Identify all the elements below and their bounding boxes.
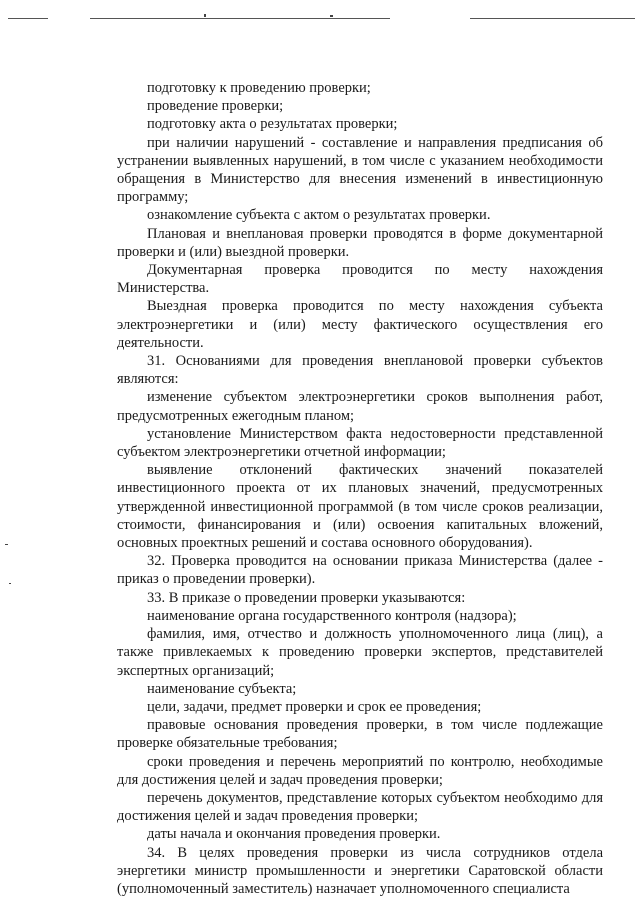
- paragraph: правовые основания проведения проверки, в том числе подлежащие проверке обязательные требования;: [117, 717, 603, 752]
- scan-dot-1: [204, 14, 206, 17]
- paragraph: даты начала и окончания проведения проверки.: [147, 826, 441, 843]
- paragraph: перечень документов, представление которых субъектом необходимо для достижения целей и задач проведения проверки;: [117, 789, 603, 825]
- paragraph: подготовку к проведению проверки;: [147, 80, 371, 96]
- scan-line-left: [8, 18, 48, 19]
- paragraph: цели, задачи, предмет проверки и срок ее проведения;: [147, 698, 482, 715]
- scan-dot-3: [5, 544, 8, 545]
- paragraph: Документарная проверка проводится по месту нахождения Министерства.: [117, 262, 603, 297]
- paragraph: при наличии нарушений - составление и направления предписания об устранении выявленных нарушений, в том числе с указанием необходимости обращения в Министерство для внесения изменений в инвестиционную программу;: [117, 134, 603, 206]
- scan-dot-2: [330, 15, 333, 17]
- paragraph: наименование органа государственного контроля (надзора);: [147, 607, 517, 624]
- paragraph: 32. Проверка проводится на основании приказа Министерства (далее - приказ о проведении проверки).: [117, 553, 603, 588]
- scan-line-mid: [90, 18, 390, 19]
- paragraph: Выездная проверка проводится по месту нахождения субъекта электроэнергетики и (или) месту фактического осуществления его деятельности.: [117, 298, 603, 351]
- paragraph: 31. Основаниями для проведения внеплановой проверки субъектов являются:: [117, 353, 603, 388]
- paragraph: фамилия, имя, отчество и должность уполномоченного лица (лиц), а также привлекаемых к проведению проверки экспертов, представителей экспертных организаций;: [117, 626, 603, 679]
- paragraph: проведение проверки;: [147, 98, 284, 115]
- paragraph: Плановая и внеплановая проверки проводятся в форме документарной проверки и (или) выездной проверки.: [117, 225, 603, 260]
- paragraph: подготовку акта о результатах проверки;: [147, 116, 398, 133]
- scan-line-right: [470, 18, 635, 19]
- paragraph: установление Министерством факта недостоверности представленной субъектом электроэнергетики отчетной информации;: [117, 425, 603, 461]
- paragraph: наименование субъекта;: [147, 680, 297, 697]
- paragraph: выявление отклонений фактических значений показателей инвестиционного проекта от их плановых значений, предусмотренных утвержденной инвестиционной программой (в том числе сроков реализации, стоимости, финансирования и (или) освоения капитальных вложений, основных проектных решений и состава основного оборудования).: [117, 462, 603, 552]
- paragraph: 34. В целях проведения проверки из числа сотрудников отдела энергетики министр промышленности и энергетики Саратовской области (уполномоченный заместитель) назначает уполномоченного специалиста: [117, 844, 603, 897]
- paragraph: изменение субъектом электроэнергетики сроков выполнения работ, предусмотренных ежегодным планом;: [117, 389, 603, 424]
- paragraph: ознакомление субъекта с актом о результатах проверки.: [147, 207, 491, 224]
- scan-dot-4: [9, 583, 11, 584]
- paragraph: сроки проведения и перечень мероприятий по контролю, необходимые для достижения целей и задач проведения проверки;: [117, 753, 603, 788]
- document-page: [117, 79, 603, 898]
- paragraph: 33. В приказе о проведении проверки указываются:: [147, 589, 466, 606]
